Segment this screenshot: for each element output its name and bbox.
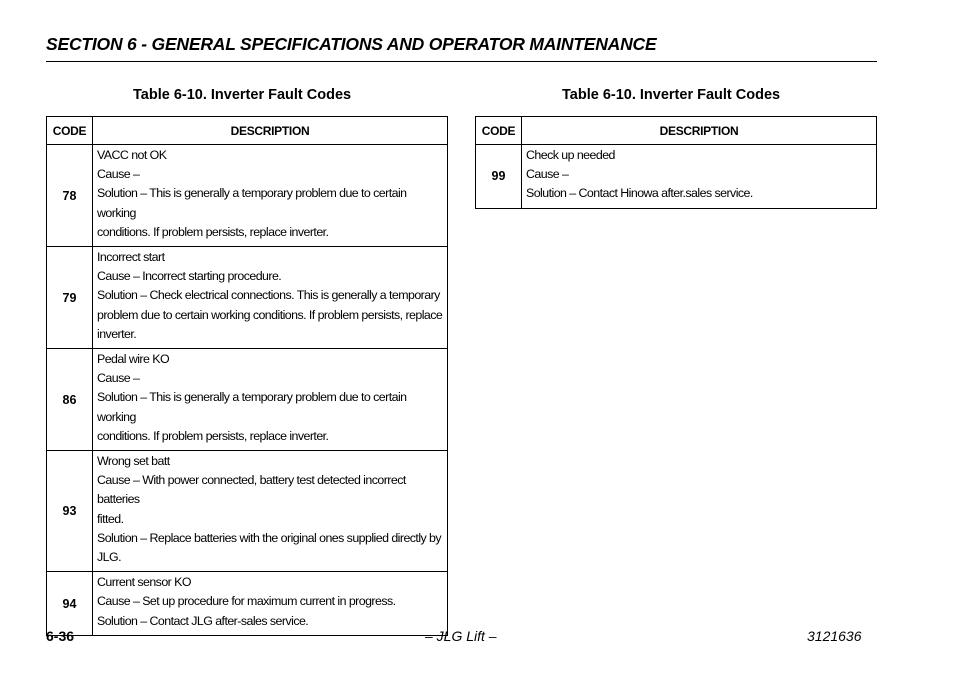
fault-description bbox=[93, 451, 448, 572]
inverter-fault-codes-table-right bbox=[475, 116, 877, 209]
fault-name: Check up needed bbox=[526, 148, 615, 162]
fault-solution: Solution – Contact JLG after-sales service. bbox=[97, 613, 309, 628]
fault-name: Wrong set batt bbox=[97, 454, 170, 469]
fault-solution-cont: JLG. bbox=[97, 550, 121, 565]
fault-name: Incorrect start bbox=[97, 250, 165, 265]
fault-description bbox=[93, 247, 448, 349]
fault-cause: Cause – Set up procedure for maximum current in progress. bbox=[97, 594, 396, 609]
fault-cause-cont: fitted. bbox=[97, 511, 124, 526]
right-table-title: Table 6-10. Inverter Fault Codes bbox=[562, 87, 781, 103]
page-number: 6-36 bbox=[46, 628, 75, 644]
fault-solution-cont: conditions. If problem persists, replace inverter. bbox=[97, 224, 329, 239]
table-row bbox=[47, 145, 448, 247]
fault-solution: Solution – This is generally a temporary problem due to certain working bbox=[97, 186, 407, 220]
fault-solution: Solution – Replace batteries with the original ones supplied directly by bbox=[97, 530, 442, 545]
fault-code: 93 bbox=[47, 451, 93, 572]
table-header-row bbox=[476, 117, 877, 145]
fault-description bbox=[93, 349, 448, 451]
fault-solution-cont: problem due to certain working conditions. If problem persists, replace bbox=[97, 307, 443, 322]
fault-description bbox=[93, 145, 448, 247]
fault-name: VACC not OK bbox=[97, 148, 167, 162]
fault-description bbox=[522, 145, 877, 209]
fault-name: Pedal wire KO bbox=[97, 352, 170, 367]
document-number: 3121636 bbox=[807, 628, 862, 644]
fault-cause: Cause – bbox=[526, 167, 569, 182]
fault-code: 86 bbox=[47, 349, 93, 451]
fault-code: 94 bbox=[47, 572, 93, 636]
section-title: SECTION 6 - GENERAL SPECIFICATIONS AND OPERATOR MAINTENANCE bbox=[46, 34, 657, 54]
left-table-title: Table 6-10. Inverter Fault Codes bbox=[133, 87, 352, 103]
fault-code: 78 bbox=[47, 145, 93, 247]
table-header-row bbox=[47, 117, 448, 145]
fault-solution-cont: conditions. If problem persists, replace inverter. bbox=[97, 428, 329, 443]
fault-code: 99 bbox=[476, 145, 522, 209]
column-header-code: CODE bbox=[47, 117, 93, 145]
footer-publisher: – JLG Lift – bbox=[425, 628, 497, 644]
fault-cause: Cause – bbox=[97, 167, 140, 182]
fault-code: 79 bbox=[47, 247, 93, 349]
table-row bbox=[476, 145, 877, 209]
table-row bbox=[47, 247, 448, 349]
fault-description bbox=[93, 572, 448, 636]
fault-solution-cont: inverter. bbox=[97, 326, 137, 341]
inverter-fault-codes-table-left bbox=[46, 116, 448, 636]
table-row bbox=[47, 349, 448, 451]
table-row bbox=[47, 451, 448, 572]
header-rule bbox=[46, 61, 877, 62]
fault-solution: Solution – This is generally a temporary problem due to certain working bbox=[97, 390, 407, 424]
table-row bbox=[47, 572, 448, 636]
fault-cause: Cause – bbox=[97, 371, 140, 386]
fault-cause: Cause – With power connected, battery test detected incorrect batteries bbox=[97, 473, 406, 507]
column-header-description: DESCRIPTION bbox=[522, 117, 877, 145]
fault-name: Current sensor KO bbox=[97, 575, 191, 590]
fault-solution: Solution – Contact Hinowa after.sales service. bbox=[526, 186, 753, 201]
fault-cause: Cause – Incorrect starting procedure. bbox=[97, 269, 282, 284]
fault-solution: Solution – Check electrical connections. This is generally a temporary bbox=[97, 288, 440, 303]
column-header-code: CODE bbox=[476, 117, 522, 145]
column-header-description: DESCRIPTION bbox=[93, 117, 448, 145]
